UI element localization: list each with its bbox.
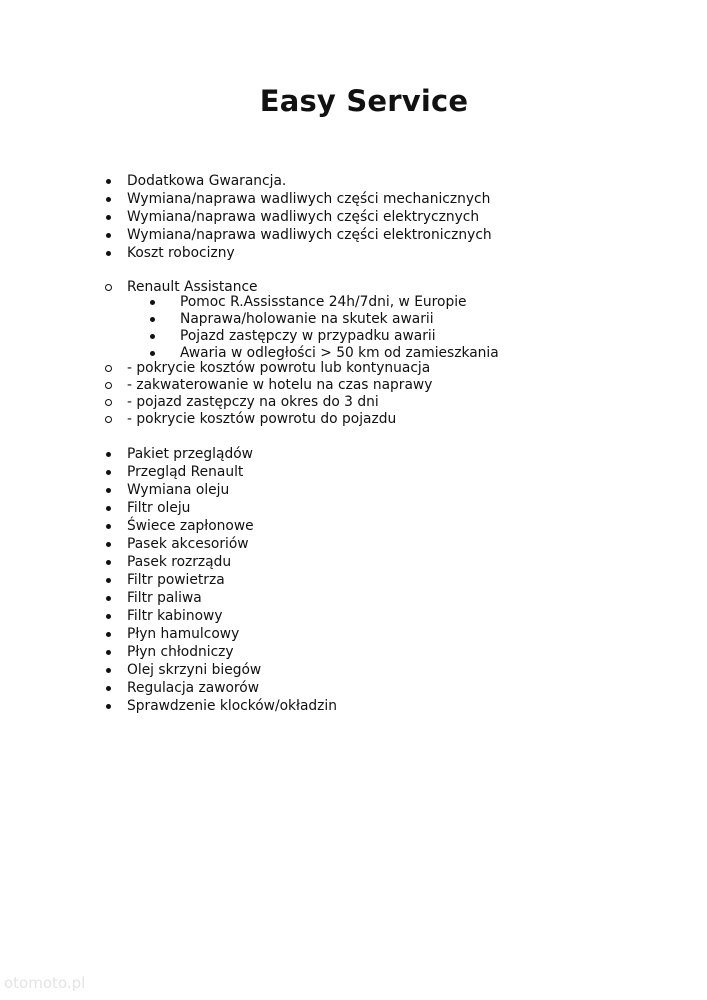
list-item-text: Regulacja zaworów	[127, 680, 260, 696]
bullet-icon	[106, 452, 111, 457]
list-item-text: Przegląd Renault	[127, 464, 244, 480]
list-item-text: Wymiana/naprawa wadliwych części mechanicznych	[127, 191, 491, 207]
assistance-heading: Renault Assistance	[127, 279, 258, 295]
circle-bullet-icon	[105, 382, 112, 389]
list-item	[127, 679, 337, 697]
circle-bullet-icon	[105, 399, 112, 406]
list-item	[127, 190, 492, 208]
bullet-icon	[150, 351, 155, 356]
list-item	[127, 360, 432, 377]
bullet-icon	[106, 215, 111, 220]
list-item	[127, 553, 337, 571]
list-item-text: Filtr powietrza	[127, 572, 225, 588]
list-item	[127, 697, 337, 715]
list-item	[180, 328, 499, 345]
bullet-icon	[106, 542, 111, 547]
list-item-text: Olej skrzyni biegów	[127, 662, 262, 678]
inspection-list	[127, 445, 337, 715]
bullet-icon	[106, 704, 111, 709]
list-item	[127, 463, 337, 481]
bullet-icon	[150, 334, 155, 339]
bullet-icon	[106, 506, 111, 511]
warranty-list	[127, 172, 492, 262]
bullet-icon	[106, 632, 111, 637]
list-item	[127, 589, 337, 607]
list-item-text: Pasek akcesoriów	[127, 536, 249, 552]
list-item-text: Płyn chłodniczy	[127, 644, 234, 660]
bullet-icon	[106, 197, 111, 202]
list-item-text: Filtr paliwa	[127, 590, 202, 606]
bullet-icon	[106, 596, 111, 601]
list-item	[127, 535, 337, 553]
list-item	[127, 661, 337, 679]
list-item	[127, 571, 337, 589]
bullet-icon	[106, 560, 111, 565]
list-item-text: Wymiana/naprawa wadliwych części elektrycznych	[127, 209, 480, 225]
list-item	[127, 517, 337, 535]
bullet-icon	[106, 686, 111, 691]
bullet-icon	[106, 668, 111, 673]
list-item-text: Pasek rozrządu	[127, 554, 232, 570]
list-item	[127, 377, 432, 394]
list-item-text: Filtr kabinowy	[127, 608, 223, 624]
list-item-text: Awaria w odległości > 50 km od zamieszkania	[180, 345, 499, 361]
list-item	[127, 607, 337, 625]
list-item-text: - pojazd zastępczy na okres do 3 dni	[127, 394, 379, 410]
bullet-icon	[106, 524, 111, 529]
list-item-text: Naprawa/holowanie na skutek awarii	[180, 311, 434, 327]
list-item-text: Świece zapłonowe	[127, 518, 254, 534]
list-item-text: - pokrycie kosztów powrotu lub kontynuacja	[127, 360, 431, 376]
list-item-text: Koszt robocizny	[127, 245, 235, 261]
list-item-text: Pakiet przeglądów	[127, 446, 253, 462]
list-item	[127, 244, 492, 262]
bullet-icon	[106, 470, 111, 475]
bullet-icon	[150, 317, 155, 322]
list-item	[127, 643, 337, 661]
bullet-icon	[106, 251, 111, 256]
bullet-icon	[106, 233, 111, 238]
list-item	[127, 499, 337, 517]
bullet-icon	[150, 300, 155, 305]
watermark: otomoto.pl	[4, 974, 86, 992]
list-item-text: Pojazd zastępczy w przypadku awarii	[180, 328, 436, 344]
list-item-text: Wymiana/naprawa wadliwych części elektronicznych	[127, 227, 492, 243]
circle-bullet-icon	[105, 416, 112, 423]
list-item-text: Płyn hamulcowy	[127, 626, 240, 642]
list-item-text: Dodatkowa Gwarancja.	[127, 173, 287, 189]
list-item	[127, 445, 337, 463]
list-item	[127, 172, 492, 190]
list-item	[127, 226, 492, 244]
bullet-icon	[106, 614, 111, 619]
list-item-text: Wymiana oleju	[127, 482, 230, 498]
list-item-text: - pokrycie kosztów powrotu do pojazdu	[127, 411, 397, 427]
list-item	[180, 294, 499, 311]
coverage-list	[127, 360, 432, 428]
document-title: Easy Service	[259, 84, 469, 118]
list-item-text: - zakwaterowanie w hotelu na czas naprawy	[127, 377, 433, 393]
bullet-icon	[106, 179, 111, 184]
assistance-sub-list	[180, 294, 499, 362]
circle-bullet-icon	[105, 365, 112, 372]
circle-bullet-icon	[105, 284, 112, 291]
list-item-text: Sprawdzenie klocków/okładzin	[127, 698, 337, 714]
list-item	[127, 481, 337, 499]
list-item	[127, 394, 432, 411]
list-item-text: Filtr oleju	[127, 500, 191, 516]
list-item-text: Pomoc R.Assisstance 24h/7dni, w Europie	[180, 294, 467, 310]
list-item	[127, 625, 337, 643]
bullet-icon	[106, 488, 111, 493]
list-item	[180, 311, 499, 328]
bullet-icon	[106, 578, 111, 583]
list-item	[127, 411, 432, 428]
list-item	[127, 208, 492, 226]
bullet-icon	[106, 650, 111, 655]
